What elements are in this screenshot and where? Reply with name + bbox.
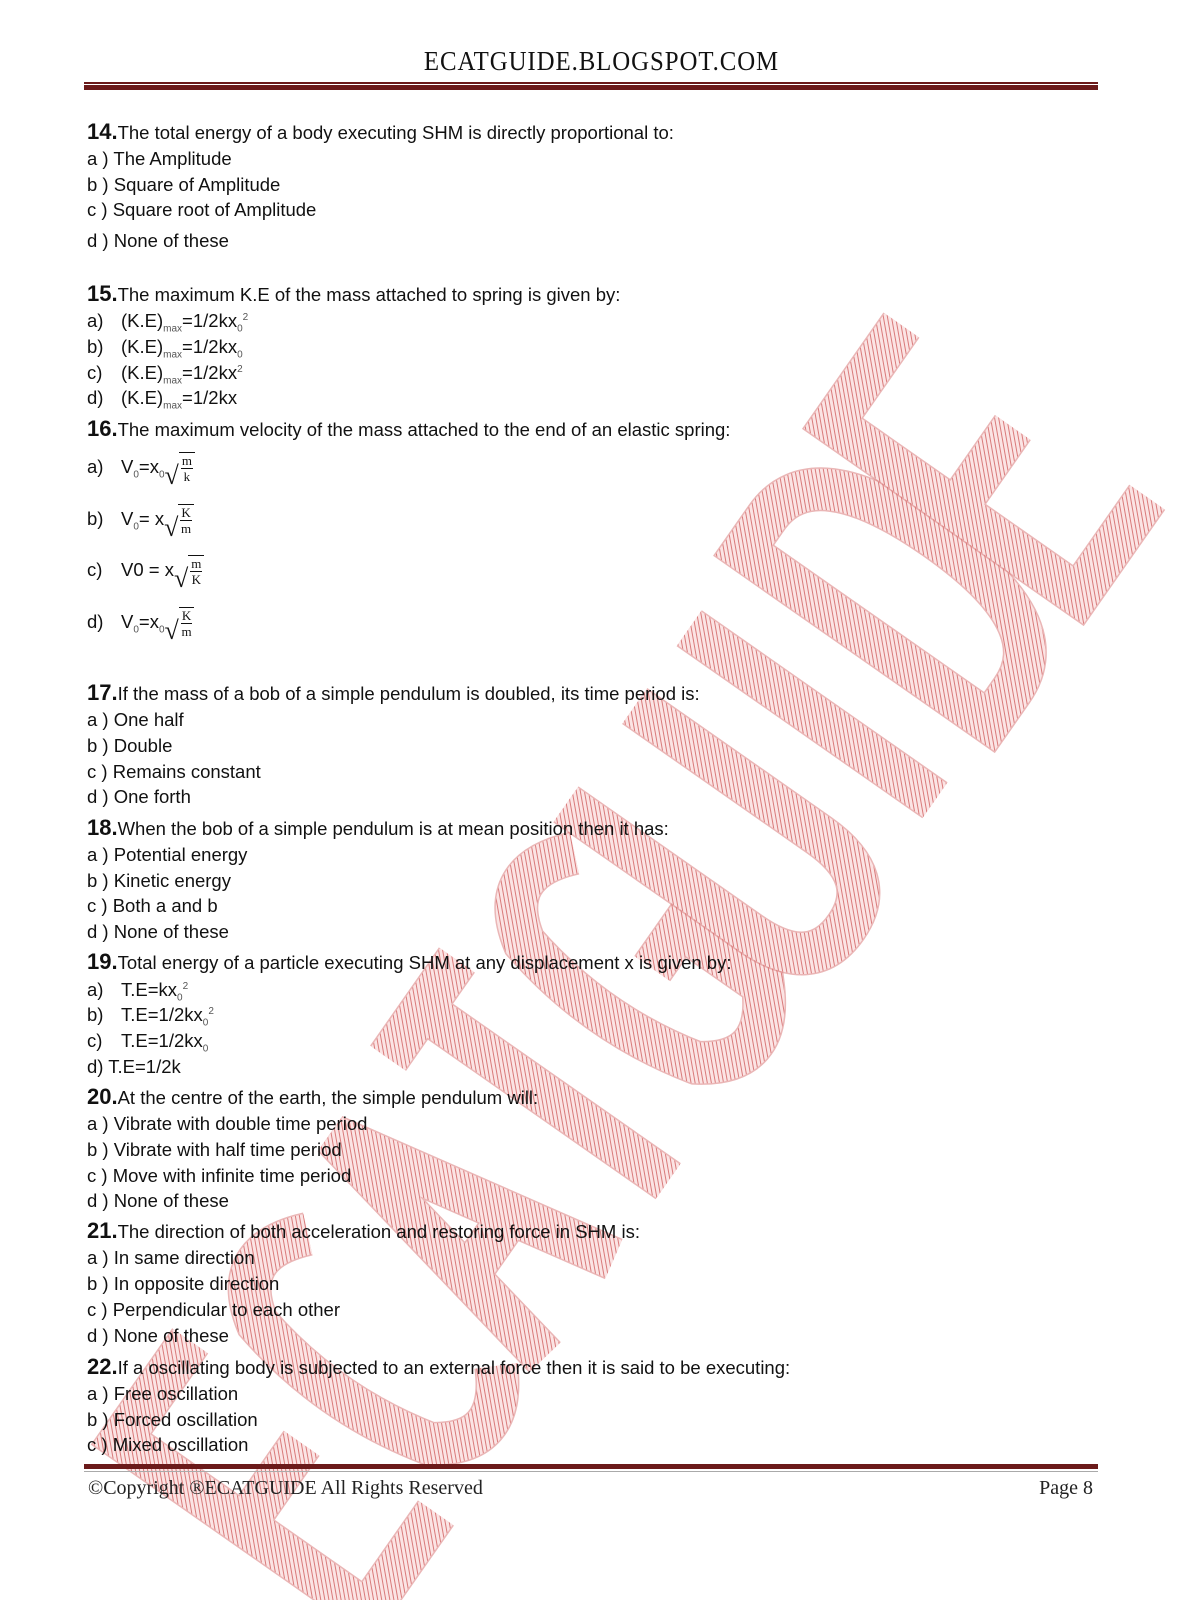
option-label: d )	[87, 1190, 109, 1211]
question-text: At the centre of the earth, the simple pendulum will:	[117, 1087, 539, 1108]
option-label: d)	[87, 1056, 104, 1077]
option-text: Move with infinite time period	[112, 1165, 352, 1186]
option-label: c)	[87, 362, 103, 383]
question-text: The maximum velocity of the mass attached to the end of an elastic spring:	[117, 419, 731, 440]
fraction	[188, 555, 204, 587]
answer-option	[87, 761, 261, 783]
option-text: Square root of Amplitude	[112, 199, 317, 220]
question-22	[87, 1356, 790, 1379]
watermark-letter-c	[221, 1220, 517, 1475]
option-text: T.E=kx	[121, 979, 178, 1000]
option-text: =1/2kx	[182, 310, 238, 331]
subscript: max	[163, 375, 183, 387]
option-label: c )	[87, 1434, 108, 1455]
answer-option	[87, 148, 232, 170]
option-text: T.E=1/2kx	[121, 1030, 203, 1051]
option-label: c )	[87, 1165, 108, 1186]
option-text: None of these	[113, 1190, 229, 1211]
option-text: One half	[113, 709, 184, 730]
watermark-letter-i	[689, 628, 935, 800]
subscript: max	[163, 323, 183, 335]
answer-option	[87, 786, 191, 808]
question-text: Total energy of a particle executing SHM at any displacement x is given by:	[117, 952, 732, 973]
answer-option	[87, 1299, 340, 1321]
answer-option	[87, 895, 218, 917]
option-text: (K.E)	[121, 362, 164, 383]
question-21	[87, 1220, 640, 1243]
question-number: 18.	[87, 815, 118, 840]
denominator: K	[191, 572, 201, 587]
option-text: Vibrate with half time period	[113, 1139, 342, 1160]
answer-option	[87, 1030, 209, 1055]
option-text: =x	[138, 610, 159, 632]
option-text: (K.E)	[121, 387, 164, 408]
option-text: =1/2kx	[182, 336, 238, 357]
answer-option	[87, 1113, 367, 1135]
option-label: b )	[87, 870, 109, 891]
option-label: c )	[87, 895, 108, 916]
option-text: Vibrate with double time period	[113, 1113, 368, 1134]
option-label: c )	[87, 761, 108, 782]
option-text: Free oscillation	[113, 1383, 239, 1404]
watermark-letter-e	[833, 325, 1148, 595]
question-number: 19.	[87, 949, 118, 974]
answer-option	[87, 979, 189, 1004]
answer-option	[87, 1139, 342, 1161]
answer-option	[87, 921, 229, 943]
question-number: 21.	[87, 1218, 118, 1243]
option-text: In same direction	[113, 1247, 255, 1268]
answer-option	[87, 709, 184, 731]
option-text: Forced oscillation	[113, 1409, 258, 1430]
subscript: 0	[133, 469, 139, 481]
option-text: The Amplitude	[113, 148, 232, 169]
header-divider	[84, 82, 1098, 84]
option-label: b )	[87, 1409, 109, 1430]
question-text: The direction of both acceleration and restoring force in SHM is:	[117, 1221, 640, 1242]
superscript: 2	[242, 311, 249, 323]
subscript: max	[163, 349, 183, 361]
answer-option	[87, 735, 172, 757]
option-label: a )	[87, 148, 109, 169]
question-number: 14.	[87, 119, 118, 144]
answer-option	[87, 504, 194, 542]
copyright-text: ©Copyright ®ECATGUIDE All Rights Reserved	[88, 1477, 483, 1499]
option-text: =1/2kx	[182, 387, 238, 408]
option-text: V0 = x	[121, 558, 174, 580]
answer-option	[87, 1409, 258, 1431]
superscript: 2	[208, 1005, 214, 1017]
answer-option	[87, 1273, 279, 1295]
option-label: d )	[87, 786, 109, 807]
option-text: In opposite direction	[113, 1273, 280, 1294]
answer-option	[87, 452, 195, 490]
answer-option	[87, 387, 238, 412]
option-text: None of these	[113, 921, 229, 942]
numerator: K	[181, 608, 192, 623]
option-label: d )	[87, 230, 109, 251]
option-label: d )	[87, 1325, 109, 1346]
footer-divider	[84, 1464, 1098, 1469]
fraction	[179, 452, 195, 484]
radical-sign: √	[164, 461, 179, 490]
option-label: c)	[87, 1030, 103, 1051]
option-text: Kinetic energy	[113, 870, 231, 891]
option-label: b)	[87, 1004, 104, 1025]
option-label: d )	[87, 921, 109, 942]
fraction	[179, 607, 194, 639]
radical-sign: √	[164, 616, 179, 645]
option-label: b )	[87, 1139, 109, 1160]
option-text: V	[121, 455, 134, 477]
question-number: 22.	[87, 1354, 118, 1379]
option-label: b)	[87, 507, 104, 529]
option-text: Mixed oscillation	[112, 1434, 249, 1455]
option-text: One forth	[113, 786, 191, 807]
option-label: a )	[87, 1383, 109, 1404]
answer-option	[87, 870, 231, 892]
question-number: 16.	[87, 416, 118, 441]
option-label: b)	[87, 336, 104, 357]
question-number: 17.	[87, 680, 118, 705]
answer-option	[87, 310, 249, 335]
superscript: 2	[237, 363, 243, 375]
answer-option	[87, 607, 194, 645]
denominator: m	[181, 624, 192, 639]
numerator: m	[181, 453, 192, 468]
option-label: a)	[87, 979, 104, 1000]
question-text: When the bob of a simple pendulum is at mean position then it has:	[117, 818, 669, 839]
question-19	[87, 951, 732, 974]
question-14	[87, 121, 674, 144]
superscript: 2	[182, 980, 189, 992]
numerator: m	[191, 556, 202, 571]
question-text: If the mass of a bob of a simple pendulum is doubled, its time period is:	[117, 683, 700, 704]
radical-sign: √	[173, 564, 189, 593]
option-text: T.E=1/2kx	[121, 1004, 203, 1025]
answer-option	[87, 174, 280, 196]
option-text: V	[121, 507, 134, 529]
answer-option	[87, 1247, 255, 1269]
answer-option	[87, 844, 247, 866]
option-label: d)	[87, 610, 104, 632]
subscript: 0	[237, 323, 243, 335]
option-text: Square of Amplitude	[113, 174, 281, 195]
option-text: (K.E)	[121, 310, 164, 331]
option-text: Double	[113, 735, 173, 756]
option-text: None of these	[113, 1325, 229, 1346]
answer-option	[87, 1190, 229, 1212]
answer-option	[87, 1383, 238, 1405]
option-text: =x	[138, 455, 159, 477]
option-text: = x	[138, 507, 165, 529]
answer-option	[87, 230, 229, 252]
option-label: b )	[87, 174, 109, 195]
answer-option	[87, 199, 316, 221]
square-root-fraction	[164, 607, 195, 645]
denominator: k	[183, 469, 191, 484]
option-label: a )	[87, 709, 109, 730]
subscript: 0	[133, 624, 139, 636]
page-number: Page 8	[1039, 1477, 1093, 1499]
option-label: c )	[87, 1299, 108, 1320]
question-text: The total energy of a body executing SHM is directly proportional to:	[117, 122, 674, 143]
subscript: 0	[237, 349, 243, 361]
option-text: =1/2kx	[182, 362, 238, 383]
subscript: max	[163, 400, 183, 412]
option-text: Both a and b	[112, 895, 218, 916]
answer-option	[87, 555, 204, 593]
option-label: a )	[87, 844, 109, 865]
subscript: 0	[202, 1017, 209, 1029]
option-label: a)	[87, 310, 104, 331]
footer-divider-thin	[84, 1471, 1098, 1472]
answer-option	[87, 1004, 214, 1029]
header-divider-thick	[84, 85, 1098, 90]
denominator: m	[181, 521, 192, 536]
option-text: Perpendicular to each other	[112, 1299, 340, 1320]
option-text: V	[121, 610, 134, 632]
fraction	[178, 504, 193, 536]
answer-option	[87, 1325, 229, 1347]
answer-option	[87, 1165, 351, 1187]
watermark-letter-u	[566, 706, 881, 976]
question-text: The maximum K.E of the mass attached to spring is given by:	[117, 284, 621, 305]
subscript: 0	[158, 624, 165, 636]
subscript: 0	[177, 992, 183, 1004]
option-label: a)	[87, 455, 104, 477]
subscript: 0	[158, 469, 165, 481]
option-text: None of these	[113, 230, 229, 251]
question-20	[87, 1086, 538, 1109]
numerator: K	[181, 505, 191, 520]
option-text: Potential energy	[113, 844, 248, 865]
square-root-fraction	[164, 452, 195, 490]
question-text: If a oscillating body is subjected to an external force then it is said to be executing:	[117, 1357, 791, 1378]
question-number: 20.	[87, 1084, 118, 1109]
option-label: b )	[87, 735, 109, 756]
question-16	[87, 418, 730, 441]
answer-option	[87, 336, 243, 361]
watermark-letter-d	[744, 452, 1059, 722]
option-label: a )	[87, 1113, 109, 1134]
question-18	[87, 817, 669, 840]
option-text: T.E=1/2k	[108, 1056, 181, 1077]
square-root-fraction	[164, 504, 194, 542]
option-text: Remains constant	[112, 761, 261, 782]
option-label: c )	[87, 199, 108, 220]
option-label: b )	[87, 1273, 109, 1294]
answer-option	[87, 1056, 181, 1078]
answer-option	[87, 1434, 248, 1456]
answer-option	[87, 362, 243, 387]
option-text: (K.E)	[121, 336, 164, 357]
header-site-title: ECATGUIDE.BLOGSPOT.COM	[423, 46, 780, 76]
subscript: 0	[202, 1043, 209, 1055]
question-number: 15.	[87, 281, 118, 306]
question-15	[87, 283, 620, 306]
option-label: c)	[87, 558, 103, 580]
subscript: 0	[133, 521, 139, 533]
radical-sign: √	[164, 513, 179, 542]
option-label: d)	[87, 387, 104, 408]
question-17	[87, 682, 700, 705]
square-root-fraction	[173, 555, 204, 593]
option-label: a )	[87, 1247, 109, 1268]
